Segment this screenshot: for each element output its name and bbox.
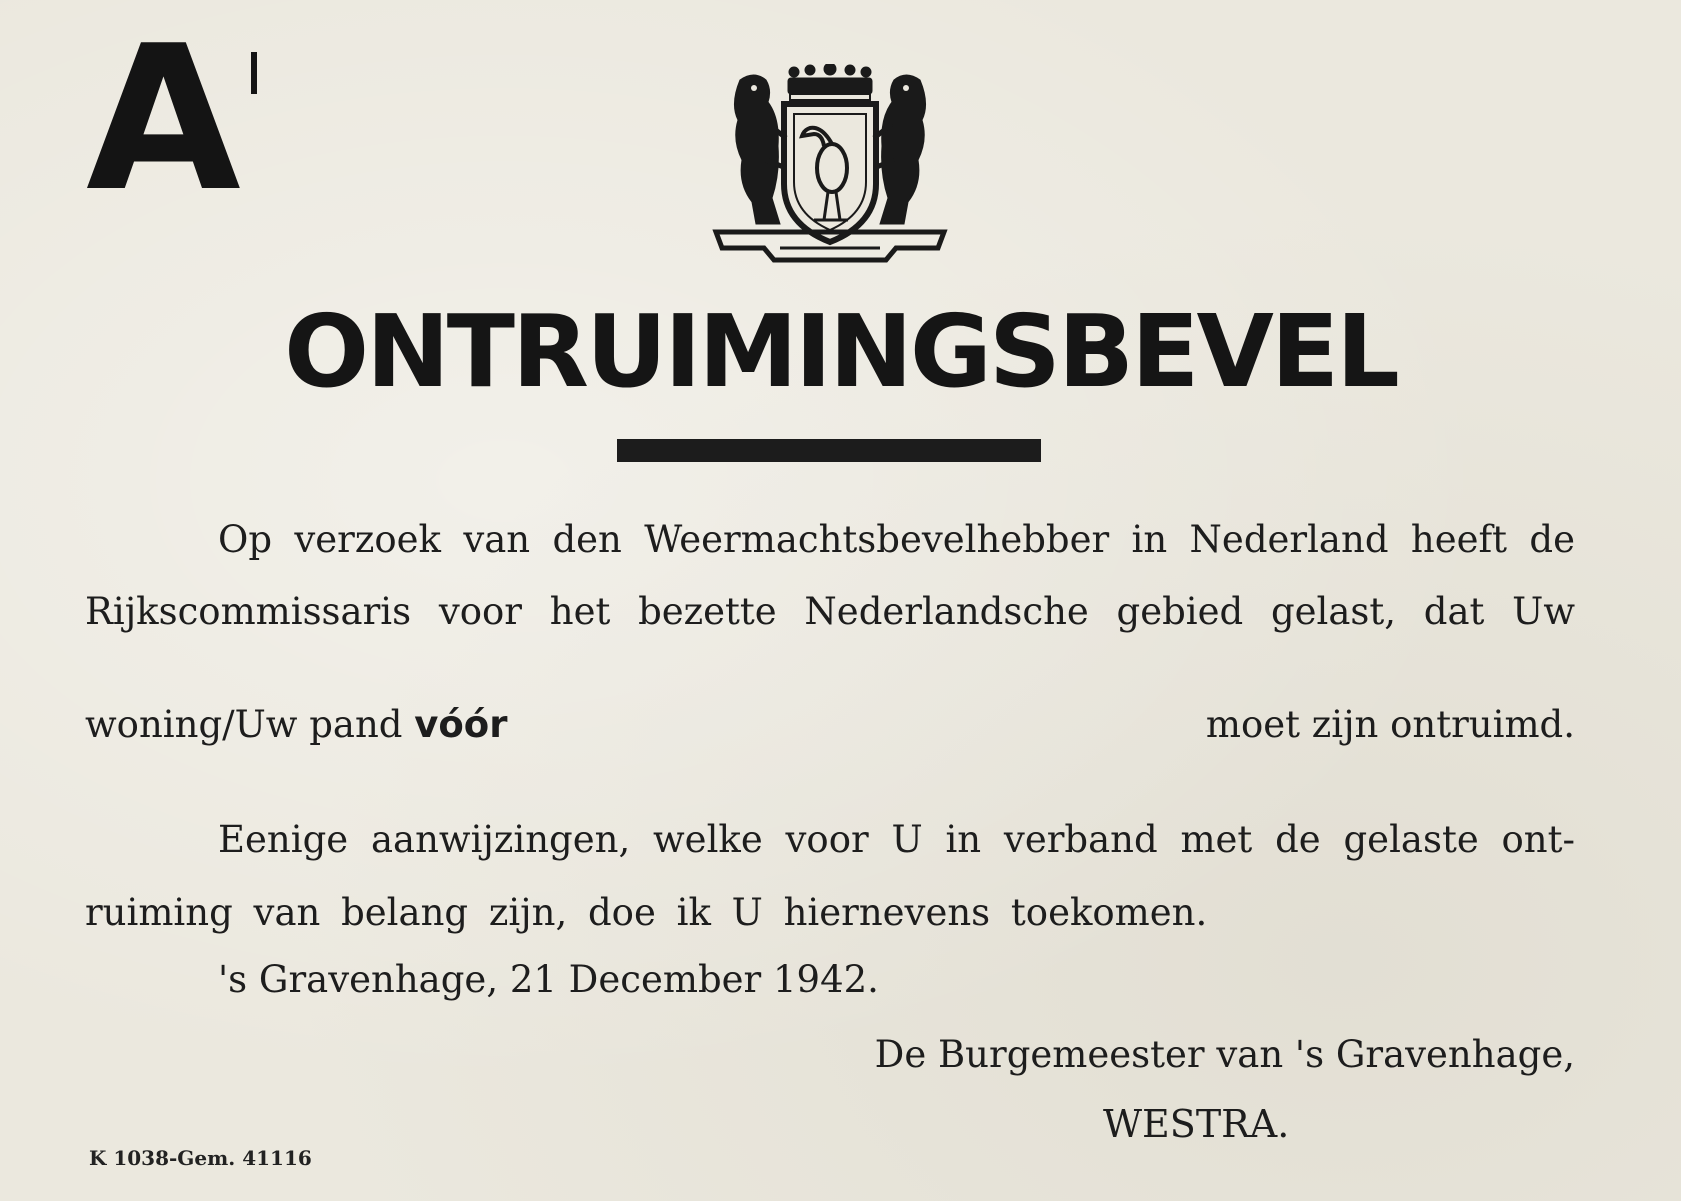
- paragraph-1-line-1: Op verzoek van den Weermachtsbevelhebber in Nederland heeft de: [218, 518, 1575, 561]
- line-3-start-text: woning/Uw pand: [85, 703, 403, 746]
- form-letter-prime-mark: [251, 52, 257, 94]
- document-title: ONTRUIMINGSBEVEL: [284, 293, 1397, 410]
- signature-title: De Burgemeester van 's Gravenhage,: [874, 1033, 1575, 1076]
- line-3-end-text: moet zijn ontruimd.: [1205, 703, 1575, 746]
- form-letter: A: [86, 3, 241, 236]
- paragraph-1-line-3: [85, 703, 1575, 747]
- paragraph-2-line-1: Eenige aanwijzingen, welke voor U in verband met de gelaste ont-: [218, 818, 1575, 861]
- title-underline: [617, 439, 1041, 462]
- coat-of-arms-emblem: [710, 64, 950, 264]
- paragraph-2-line-2: ruiming van belang zijn, doe ik U hiernevens toekomen.: [85, 891, 1208, 934]
- paragraph-1-line-2: Rijkscommissaris voor het bezette Nederlandsche gebied gelast, dat Uw: [85, 590, 1575, 633]
- signature-name: WESTRA.: [1103, 1102, 1290, 1146]
- print-code: K 1038-Gem. 41116: [89, 1146, 312, 1170]
- date-line: 's Gravenhage, 21 December 1942.: [218, 958, 879, 1001]
- deadline-label: vóór: [414, 703, 508, 746]
